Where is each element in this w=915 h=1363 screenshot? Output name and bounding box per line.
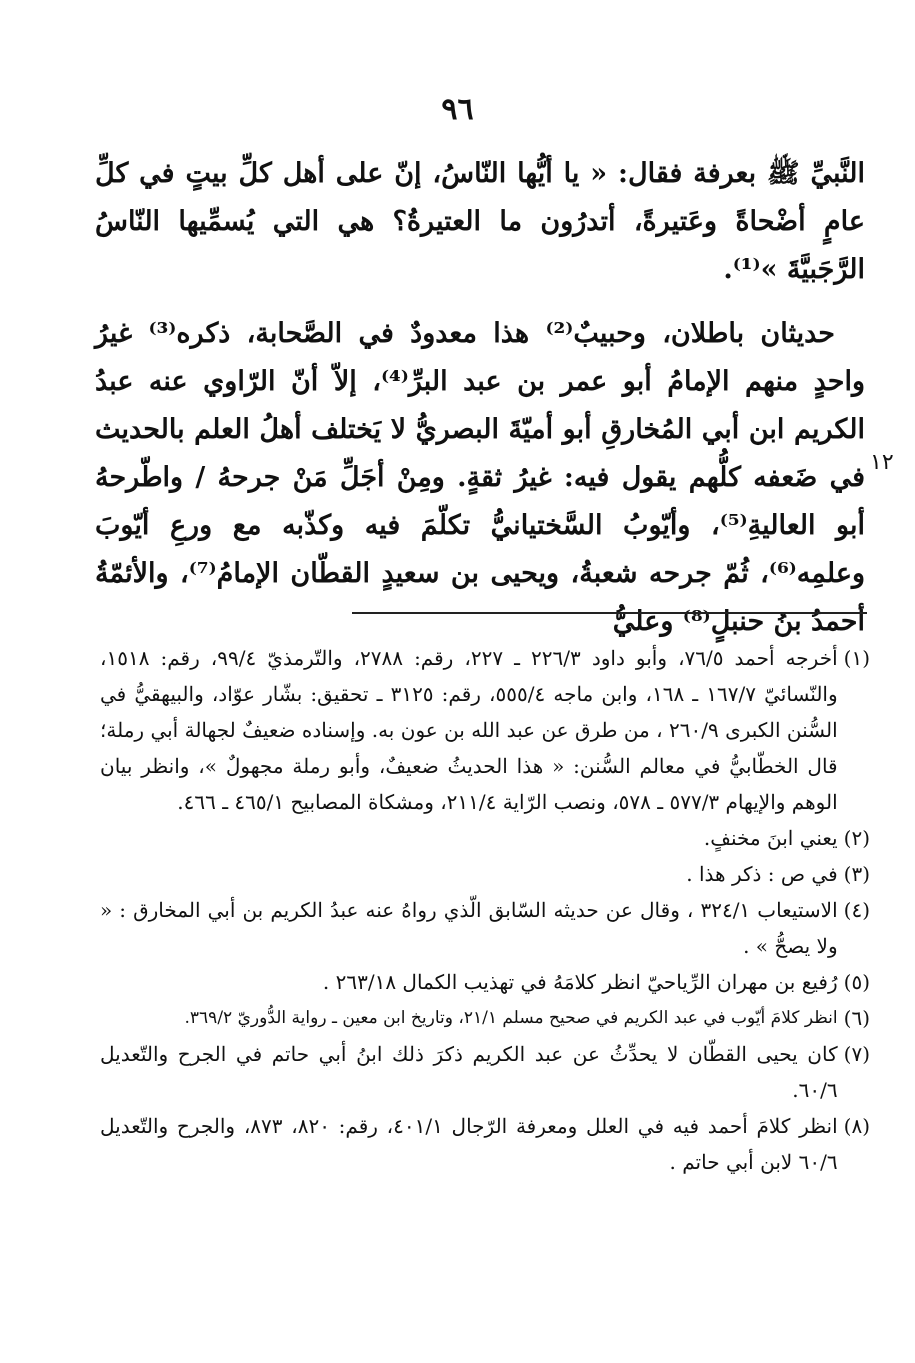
footnote-number: (٣) [843, 862, 870, 886]
footnote-text: الاستيعاب ٣٢٤/١ ، وقال عن حديثه السّابق الّذي رواهُ عنه عبدُ الكريم بن أبي المخارق : « ولا يصحُّ » . [100, 898, 838, 958]
footnote-number: (١) [843, 646, 870, 670]
footnote-text: يعني ابنَ مخنفٍ. [703, 826, 838, 850]
footnote-text: رُفيع بن مهران الرِّياحيّ انظر كلامَهُ في تهذيب الكمال ٢٦٣/١٨ . [322, 970, 838, 994]
footnote-item [100, 640, 870, 820]
footnote-item [100, 892, 870, 964]
body-paragraph: حديثان باطلان، وحبيبٌ⁽²⁾ هذا معدودٌ في الصَّحابة، ذكره⁽³⁾ غيرُ واحدٍ منهم الإمامُ أبو عمر بن عبد البرِّ⁽⁴⁾، إلاّ أنّ الرّاوي عنه عبدُ الكريم ابن أبي المُخارقِ أبو أميّةَ البصريُّ لا يَختلف أهلُ العلم بالحديث في ضَعفه كلُّهم يقول فيه: غيرُ ثقةٍ. ومِنْ أجَلِّ مَنْ جرحهُ / واطّرحهُ أبو العاليةِ⁽⁵⁾، وأيّوبُ السَّختيانيُّ تكلّمَ فيه وكذّبه مع ورعِ أيّوبَ وعلمِه⁽⁶⁾، ثُمّ جرحه شعبةُ، ويحيى بن سعيدٍ القطّان الإمامُ⁽⁷⁾، والأئمّةُ أحمدُ بنُ حنبلٍ⁽⁸⁾ وعليُّ [95, 318, 865, 637]
margin-line-marker: ١٢ [870, 450, 894, 475]
footnote-number: (٧) [843, 1042, 870, 1066]
footnote-number: (٢) [843, 826, 870, 850]
footnote-text: أخرجه أحمد ٧٦/٥، وأبو داود ٢٢٦/٣ ـ ٢٢٧، رقم: ٢٧٨٨، والتّرمذيّ ٩٩/٤، رقم: ١٥١٨، والنّسائيّ ١٦٧/٧ ـ ١٦٨، وابن ماجه ٥٥٥/٤، رقم: ٣١٢٥ ـ تحقيق: بشّار عوّاد، والبيهقيُّ في السُّنن الكبرى ٢٦٠/٩ ، من طرق عن عبد الله بن عون به. وإسناده ضعيفٌ لجهالة أبي رملة؛ قال الخطّابيُّ في معالم السُّنن: « هذا الحديثُ ضعيفٌ، وأبو رملة مجهولٌ »، وانظر بيان الوهم والإيهام ٥٧٧/٣ ـ ٥٧٨، ونصب الرّاية ٢١١/٤، ومشكاة المصابيح ٤٦٥/١ ـ ٤٦٦. [100, 646, 838, 814]
footnote-item [100, 820, 870, 856]
footnote-number: (٤) [843, 898, 870, 922]
footnote-number: (٥) [843, 970, 870, 994]
footnote-item [100, 1108, 870, 1180]
footnotes-section [100, 640, 870, 1180]
footnote-item [100, 856, 870, 892]
footnote-text: في ص : ذكر هذا . [686, 862, 838, 886]
footnote-text: انظر كلامَ أحمد فيه في العلل ومعرفة الرّجال ٤٠١/١، رقم: ٨٢٠، ٨٧٣، والجرح والتّعديل ٦٠/٦ لابن أبي حاتم . [100, 1114, 838, 1174]
page-number: ٩٦ [441, 92, 474, 127]
footnote-item [100, 1036, 870, 1108]
footnote-separator [352, 612, 867, 614]
footnote-number: (٨) [843, 1114, 870, 1138]
footnote-item [100, 964, 870, 1000]
footnote-text: انظر كلامَ أيّوب في عبد الكريم في صحيح مسلم ٢١/١، وتاريخ ابن معين ـ رواية الدُّوريّ ٣٦٩/٢. [184, 1008, 838, 1028]
footnote-number: (٦) [843, 1006, 870, 1030]
body-paragraph: النَّبيِّ ﷺ بعرفة فقال: « يا أيُّها النّاسُ، إنّ على أهل كلِّ بيتٍ في كلِّ عامٍ أضْحاةً وعَتيرةً، أتدرُون ما العتيرةُ؟ هي التي يُسمِّيها النّاسُ الرَّجَبيَّةَ »⁽¹⁾. [95, 158, 865, 285]
footnote-text: كان يحيى القطّان لا يحدِّثُ عن عبد الكريم ذكرَ ذلك ابنُ أبي حاتم في الجرح والتّعديل ٦٠/٦. [100, 1042, 838, 1102]
main-text-block [95, 150, 865, 646]
footnote-item [100, 1000, 870, 1036]
